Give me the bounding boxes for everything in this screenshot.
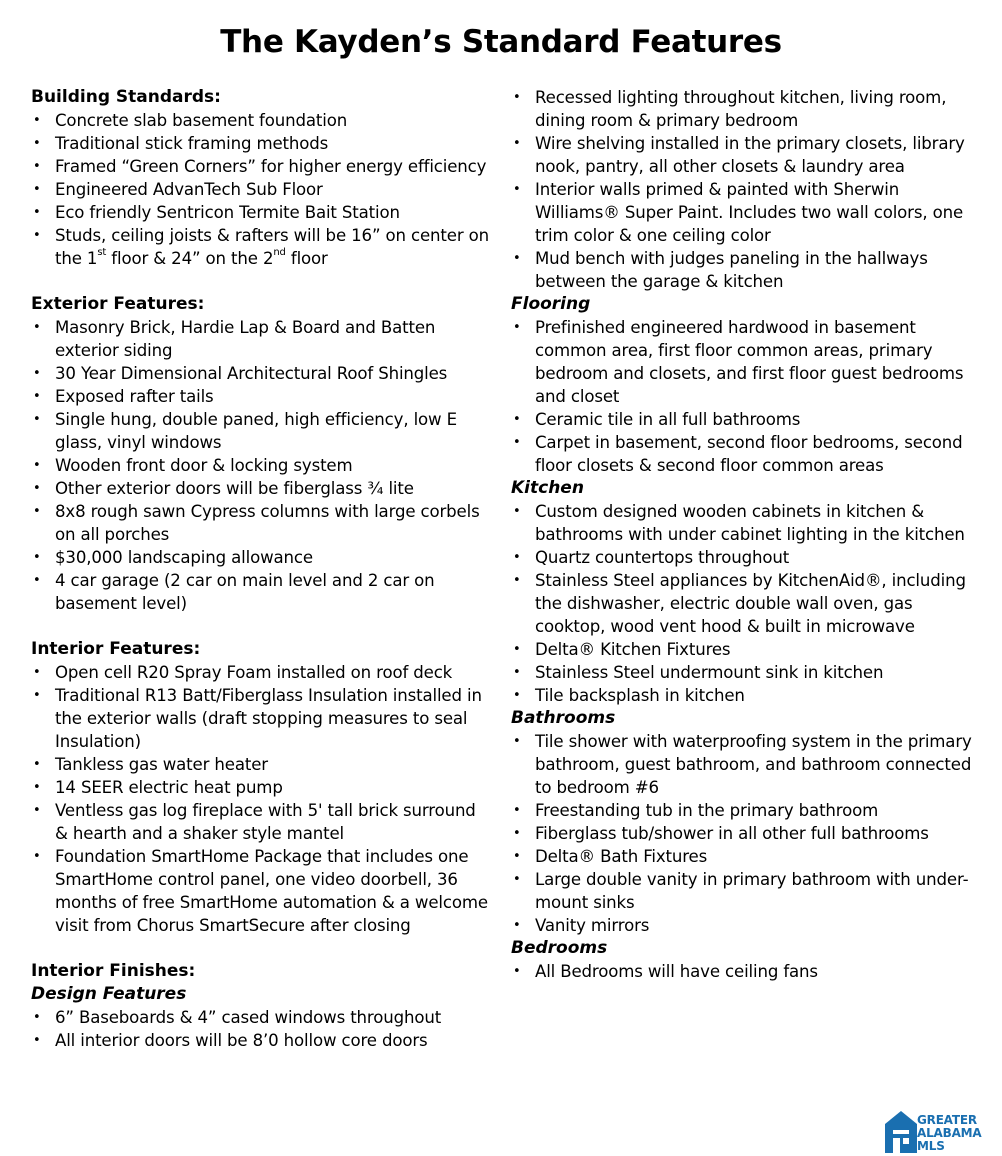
logo-line-3: MLS [917, 1139, 945, 1153]
kitchen-heading: Kitchen [511, 478, 584, 498]
exterior-features-heading: Exterior Features: [31, 294, 205, 314]
studs-text-2: floor & 24” on the 2 [106, 249, 274, 268]
list-item: • Freestanding tub in the primary bathroom [511, 799, 981, 822]
list-item: • Vanity mirrors [511, 914, 981, 937]
list-item: • Large double vanity in primary bathroom with under-mount sinks [511, 868, 981, 914]
list-item-studs [31, 224, 491, 270]
list-item: • Traditional R13 Batt/Fiberglass Insulation installed in the exterior walls (draft stopping measures to seal Insulation) [31, 684, 491, 753]
list-item: • Ceramic tile in all full bathrooms [511, 408, 981, 431]
bathrooms-list [511, 730, 981, 937]
left-column [31, 86, 491, 1052]
flooring-heading: Flooring [511, 294, 591, 314]
list-item: • Interior walls primed & painted with Sherwin Williams® Super Paint. Includes two wall colors, one trim color & one ceiling color [511, 178, 981, 247]
kitchen-list [511, 500, 981, 707]
list-item: • All interior doors will be 8’0 hollow core doors [31, 1029, 491, 1052]
list-item: • Carpet in basement, second floor bedrooms, second floor closets & second floor common areas [511, 431, 981, 477]
list-item: • Traditional stick framing methods [31, 132, 491, 155]
list-item: • Delta® Bath Fixtures [511, 845, 981, 868]
list-item: • Recessed lighting throughout kitchen, living room, dining room & primary bedroom [511, 86, 981, 132]
list-item: • 8x8 rough sawn Cypress columns with large corbels on all porches [31, 500, 491, 546]
list-item: • Eco friendly Sentricon Termite Bait Station [31, 201, 491, 224]
list-item: • Prefinished engineered hardwood in basement common area, first floor common areas, primary bedroom and closets, and first floor guest bedrooms and closet [511, 316, 981, 408]
list-item: • Other exterior doors will be fiberglass ¾ lite [31, 477, 491, 500]
list-item: • Masonry Brick, Hardie Lap & Board and Batten exterior siding [31, 316, 491, 362]
list-item: • Quartz countertops throughout [511, 546, 981, 569]
list-item: • 14 SEER electric heat pump [31, 776, 491, 799]
list-item: • Stainless Steel appliances by KitchenAid®, including the dishwasher, electric double wall oven, gas cooktop, wood vent hood & built in microwave [511, 569, 981, 638]
bathrooms-heading: Bathrooms [511, 708, 616, 728]
interior-features-list [31, 661, 491, 937]
list-item: • 6” Baseboards & 4” cased windows throughout [31, 1006, 491, 1029]
list-item: • Open cell R20 Spray Foam installed on roof deck [31, 661, 491, 684]
logo-line-2: ALABAMA [917, 1126, 982, 1140]
superscript-st: st [97, 247, 107, 258]
design-features-continued-list [511, 86, 981, 293]
list-item: • Wooden front door & locking system [31, 454, 491, 477]
list-item: • Wire shelving installed in the primary closets, library nook, pantry, all other closets & laundry area [511, 132, 981, 178]
list-item: • 30 Year Dimensional Architectural Roof Shingles [31, 362, 491, 385]
list-item: • Tankless gas water heater [31, 753, 491, 776]
house-logo-icon [884, 1110, 918, 1154]
list-item: • Stainless Steel undermount sink in kitchen [511, 661, 981, 684]
list-item: • $30,000 landscaping allowance [31, 546, 491, 569]
list-item: • Tile backsplash in kitchen [511, 684, 981, 707]
flooring-list [511, 316, 981, 477]
design-features-subheading: Design Features [31, 984, 187, 1004]
list-item: • Delta® Kitchen Fixtures [511, 638, 981, 661]
bedrooms-heading: Bedrooms [511, 938, 608, 958]
greater-alabama-mls-logo [884, 1110, 1000, 1154]
list-item: • Mud bench with judges paneling in the hallways between the garage & kitchen [511, 247, 981, 293]
list-item: • Engineered AdvanTech Sub Floor [31, 178, 491, 201]
superscript-nd: nd [273, 247, 286, 258]
page-title: The Kayden’s Standard Features [220, 24, 782, 60]
exterior-features-list [31, 316, 491, 615]
list-item: • Fiberglass tub/shower in all other full bathrooms [511, 822, 981, 845]
list-item: • Exposed rafter tails [31, 385, 491, 408]
list-item: • Tile shower with waterproofing system in the primary bathroom, guest bathroom, and bathroom connected to bedroom #6 [511, 730, 981, 799]
right-column [511, 86, 981, 983]
list-item: • 4 car garage (2 car on main level and 2 car on basement level) [31, 569, 491, 615]
studs-text-1: Studs, ceiling joists & rafters will be 16” on center on the 1 [55, 226, 489, 268]
list-item: • Foundation SmartHome Package that includes one SmartHome control panel, one video doorbell, 36 months of free SmartHome automation & a welcome visit from Chorus SmartSecure after closing [31, 845, 491, 937]
list-item: • Ventless gas log fireplace with 5' tall brick surround & hearth and a shaker style mantel [31, 799, 491, 845]
studs-text-3: floor [285, 249, 328, 268]
logo-text [917, 1114, 981, 1153]
interior-finishes-heading: Interior Finishes: [31, 961, 196, 981]
list-item: • Single hung, double paned, high efficiency, low E glass, vinyl windows [31, 408, 491, 454]
list-item: • Concrete slab basement foundation [31, 109, 491, 132]
logo-line-1: GREATER [917, 1113, 977, 1127]
list-item: • Custom designed wooden cabinets in kitchen & bathrooms with under cabinet lighting in the kitchen [511, 500, 981, 546]
list-item: • All Bedrooms will have ceiling fans [511, 960, 981, 983]
design-features-list [31, 1006, 491, 1052]
bedrooms-list [511, 960, 981, 983]
building-standards-heading: Building Standards: [31, 87, 221, 107]
building-standards-list [31, 109, 491, 270]
list-item: • Framed “Green Corners” for higher energy efficiency [31, 155, 491, 178]
interior-features-heading: Interior Features: [31, 639, 201, 659]
